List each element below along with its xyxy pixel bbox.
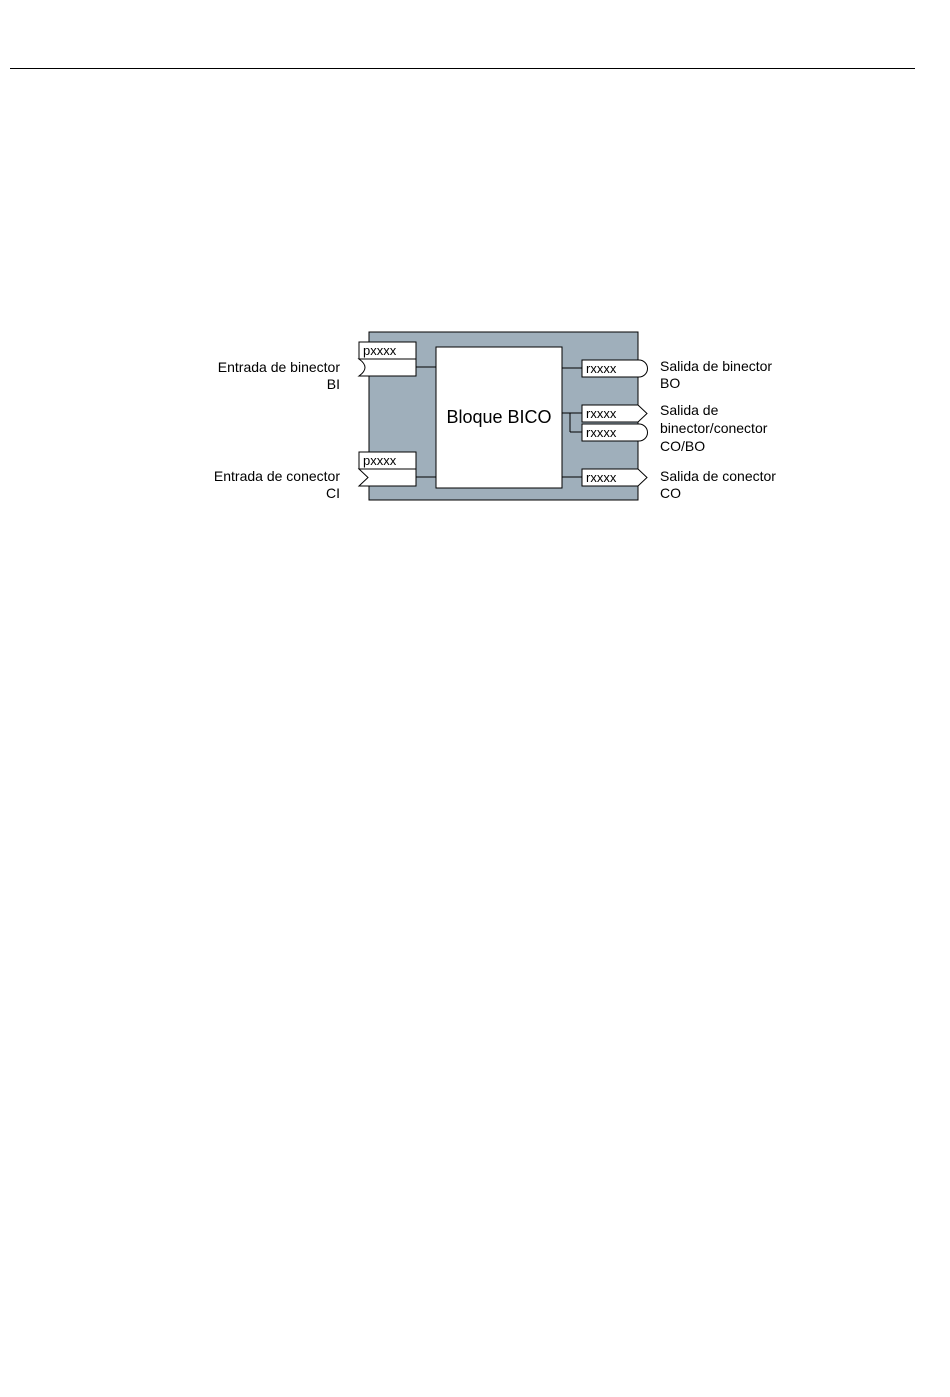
binector-input-label: Entrada de binector [217, 359, 340, 375]
binector-output-label: Salida de binector [660, 358, 773, 374]
binector-connector-output-label-2: binector/conector [660, 420, 768, 436]
connector-input-param: pxxxx [363, 453, 397, 468]
connector-input-abbr: CI [326, 485, 340, 501]
block-title: Bloque BICO [446, 407, 552, 427]
binector-output-abbr: BO [660, 375, 681, 391]
connector-output-abbr: CO [660, 485, 681, 501]
binector-connector-output-param-2: rxxxx [586, 425, 617, 440]
binector-input-abbr: BI [326, 376, 340, 392]
binector-connector-output-param-1: rxxxx [586, 406, 617, 421]
connector-input-connector [359, 469, 416, 486]
binector-connector-output-label-1: Salida de [660, 402, 719, 418]
binector-input-connector [359, 359, 416, 376]
connector-input-label: Entrada de conector [213, 468, 340, 484]
binector-input-param: pxxxx [363, 343, 397, 358]
binector-output-param: rxxxx [586, 361, 617, 376]
binector-connector-output-abbr: CO/BO [660, 438, 706, 454]
connector-output-param: rxxxx [586, 470, 617, 485]
connector-output-label: Salida de conector [660, 468, 776, 484]
